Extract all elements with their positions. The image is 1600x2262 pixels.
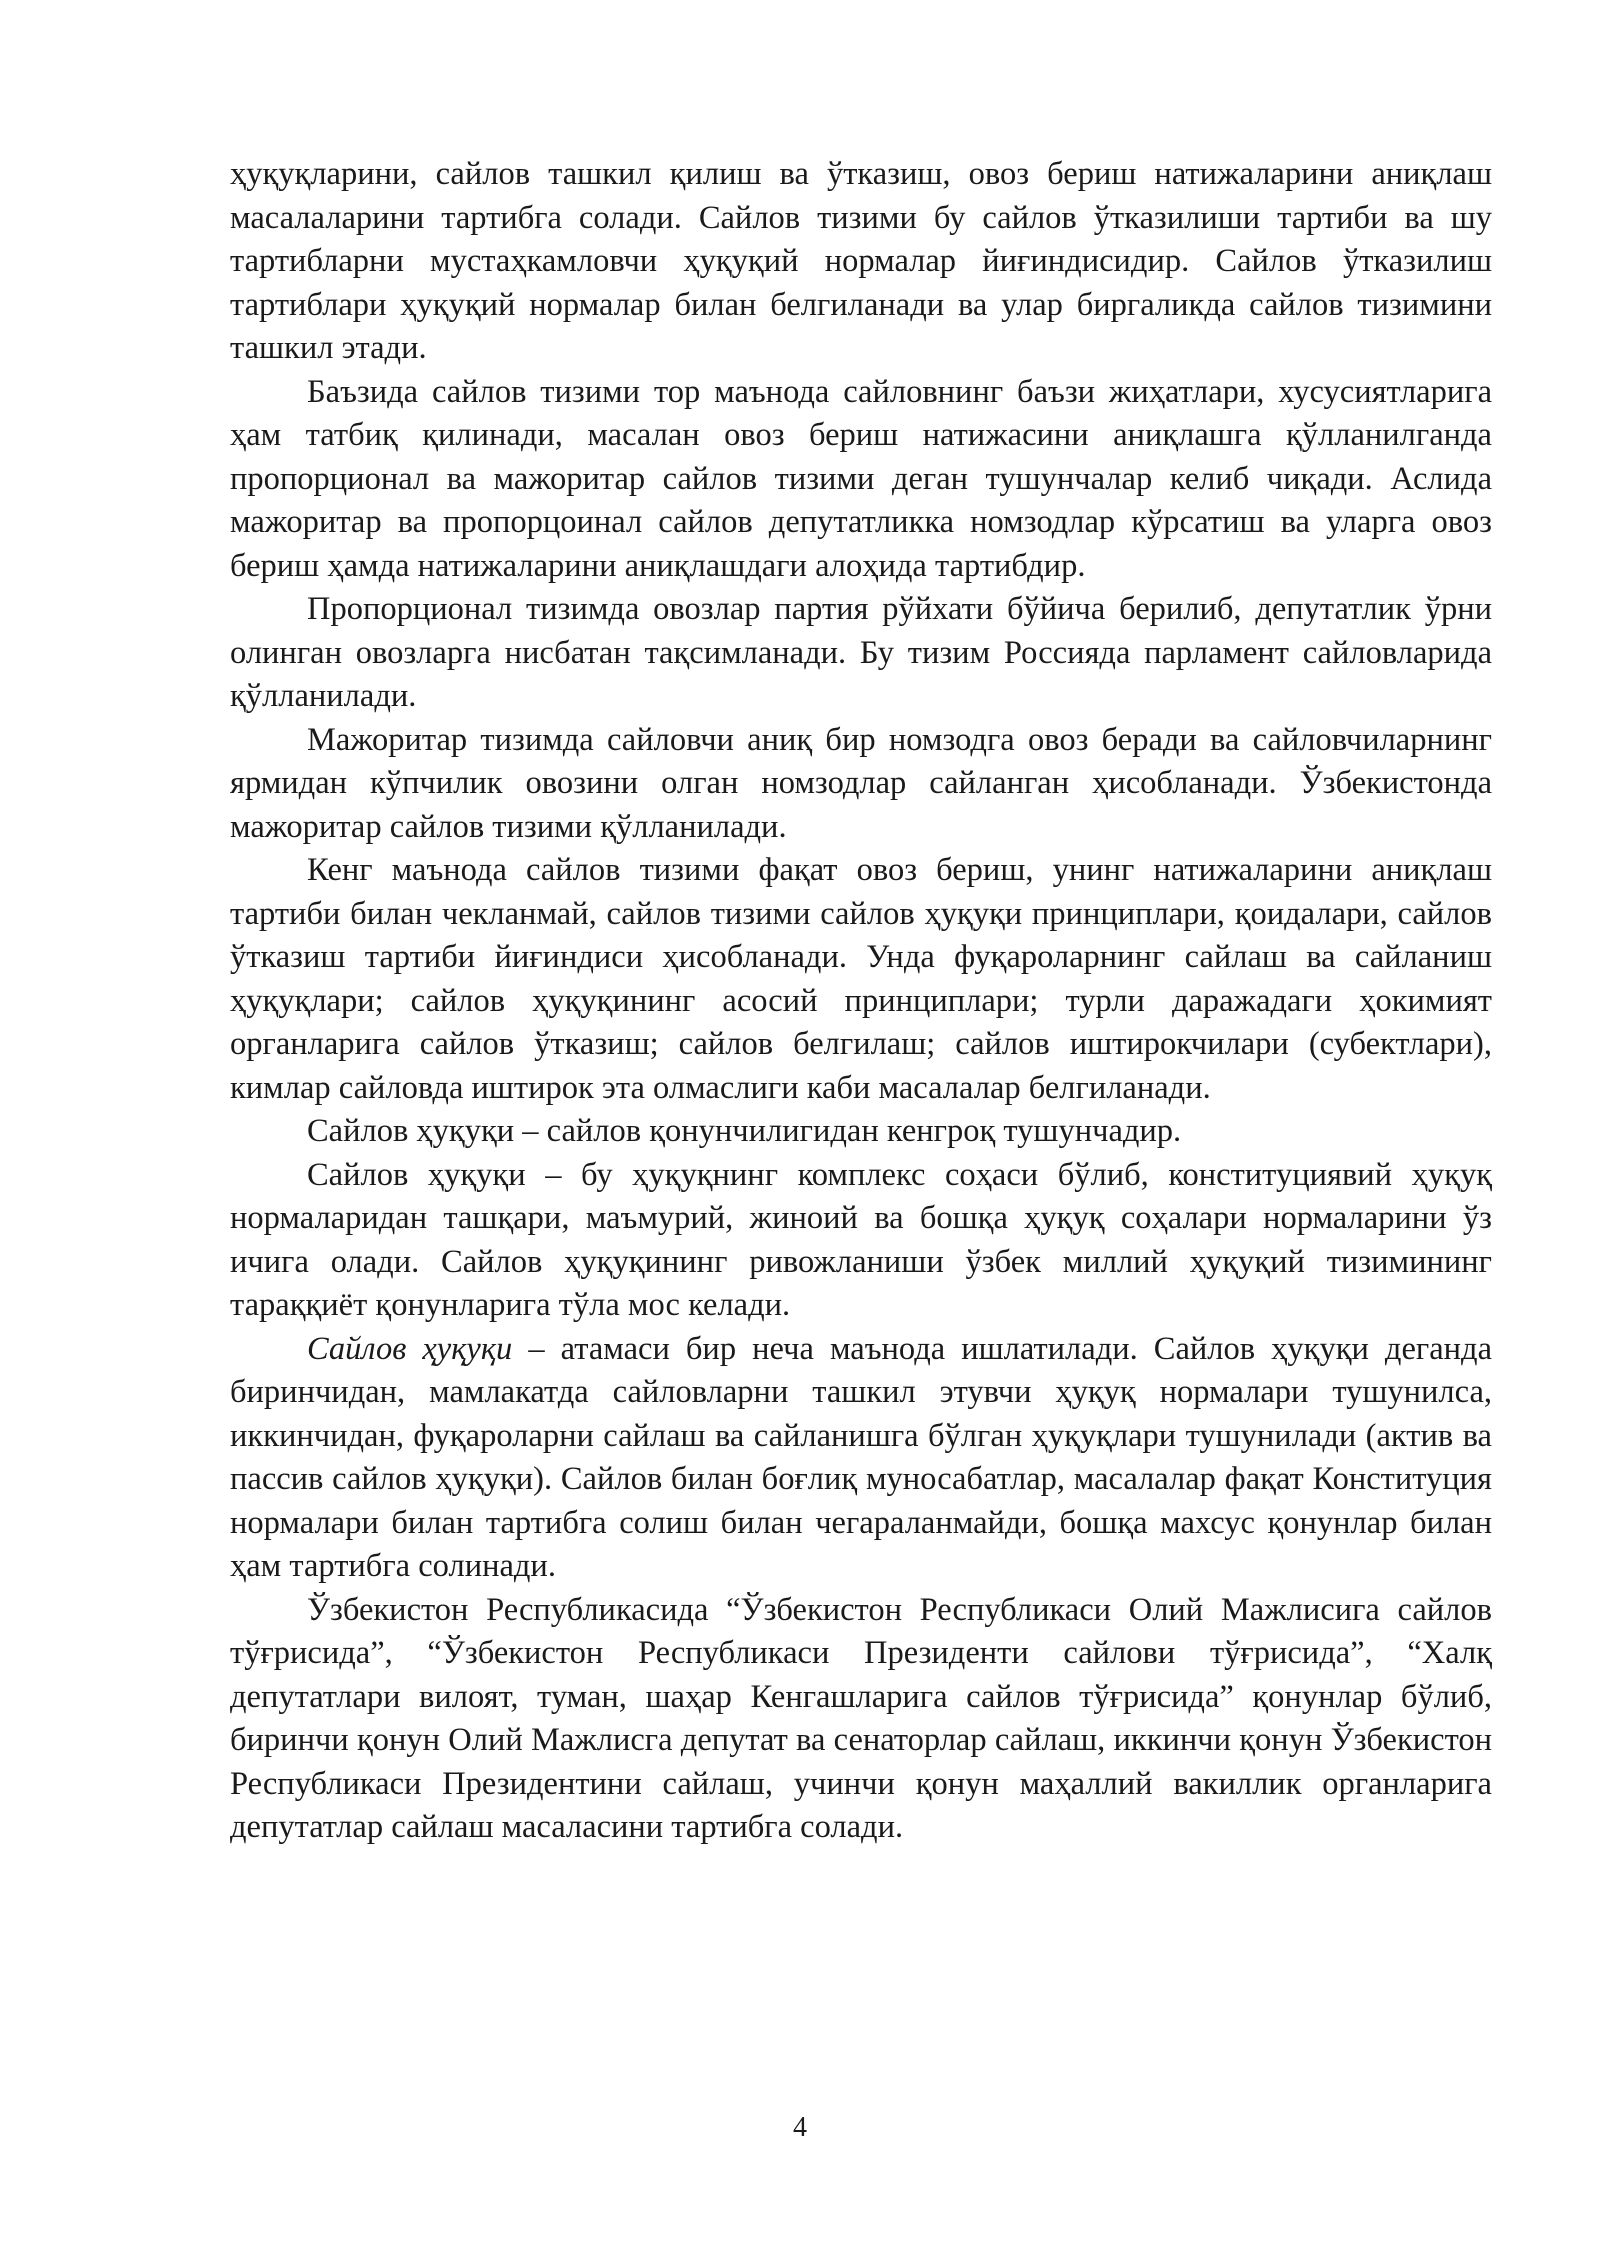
page-number: 4	[793, 2112, 807, 2143]
paragraph: Баъзида сайлов тизими тор маънода сайловнинг баъзи жиҳатлари, хусусиятларига ҳам татбиқ қилинади, масалан овоз бериш натижасини аниқлашга қўлланилганда пропорционал ва мажоритар сайлов тизими деган тушунчалар келиб чиқади. Аслида мажоритар ва пропорцоинал сайлов депутатликка номзодлар кўрсатиш ва уларга овоз бериш ҳамда натижаларини аниқлашдаги алоҳида тартибдир.	[230, 373, 1492, 584]
paragraph: Мажоритар тизимда сайловчи аниқ бир номзодга овоз беради ва сайловчиларнинг ярмидан кўпчилик овозини олган номзодлар сайланган ҳисобланади. Ўзбекистонда мажоритар сайлов тизими қўлланилади.	[230, 721, 1492, 845]
paragraph	[230, 1328, 1492, 1589]
paragraph-rest: – атамаси бир неча маънода ишлатилади. Сайлов ҳуқуқи деганда биринчидан, мамлакатда сайловларни ташкил этувчи ҳуқуқ нормалари тушунилса, иккинчидан, фуқароларни сайлаш ва сайланишга бўлган ҳуқуқлари тушунилади (актив ва пассив сайлов ҳуқуқи). Сайлов билан боғлиқ муносабатлар, масалалар фақат Конституция нормалари билан тартибга солиш билан чегараланмайди, бошқа махсус қонунлар билан ҳам тартибга солинади.	[230, 1330, 1492, 1584]
paragraph: Кенг маънода сайлов тизими фақат овоз бериш, унинг натижаларини аниқлаш тартиби билан чекланмай, сайлов тизими сайлов ҳуқуқи принциплари, қоидалари, сайлов ўтказиш тартиби йиғиндиси ҳисобланади. Унда фуқароларнинг сайлаш ва сайланиш ҳуқуқлари; сайлов ҳуқуқининг асосий принциплари; турли даражадаги ҳокимият органларига сайлов ўтказиш; сайлов белгилаш; сайлов иштирокчилари (субектлари), кимлар сайловда иштирок эта олмаслиги каби масалалар белгиланади.	[230, 852, 1492, 1106]
body-text	[230, 153, 1492, 1850]
paragraph: Ўзбекистон Республикасида “Ўзбекистон Республикаси Олий Мажлисига сайлов тўғрисида”, “Ўзбекистон Республикаси Президенти сайлови тўғрисида”, “Халқ депутатлари вилоят, туман, шаҳар Кенгашларига сайлов тўғрисида” қонунлар бўлиб, биринчи қонун Олий Мажлисга депутат ва сенаторлар сайлаш, иккинчи қонун Ўзбекистон Республикаси Президентини сайлаш, учинчи қонун маҳаллий вакиллик органларига депутатлар сайлаш масаласини тартибга солади.	[230, 1591, 1492, 1845]
paragraph: Сайлов ҳуқуқи – бу ҳуқуқнинг комплекс соҳаси бўлиб, конституциявий ҳуқуқ нормаларидан ташқари, маъмурий, жиноий ва бошқа ҳуқуқ соҳалари нормаларини ўз ичига олади. Сайлов ҳуқуқининг ривожланиши ўзбек миллий ҳуқуқий тизимининг тараққиёт қонунларига тўла мос келади.	[230, 1156, 1492, 1323]
italic-term: Сайлов ҳуқуқи	[307, 1330, 513, 1367]
paragraph-continuation: ҳуқуқларини, сайлов ташкил қилиш ва ўтказиш, овоз бериш натижаларини аниқлаш масалаларини тартибга солади. Сайлов тизими бу сайлов ўтказилиши тартиби ва шу тартибларни мустаҳкамловчи ҳуқуқий нормалар йиғиндисидир. Сайлов ўтказилиш тартиблари ҳуқуқий нормалар билан белгиланади ва улар биргаликда сайлов тизимини ташкил этади.	[230, 156, 1492, 366]
paragraph: Пропорционал тизимда овозлар партия рўйхати бўйича берилиб, депутатлик ўрни олинган овозларга нисбатан тақсимланади. Бу тизим Россияда парламент сайловларида қўлланилади.	[230, 591, 1492, 714]
paragraph: Сайлов ҳуқуқи – сайлов қонунчилигидан кенгроқ тушунчадир.	[307, 1113, 1182, 1149]
